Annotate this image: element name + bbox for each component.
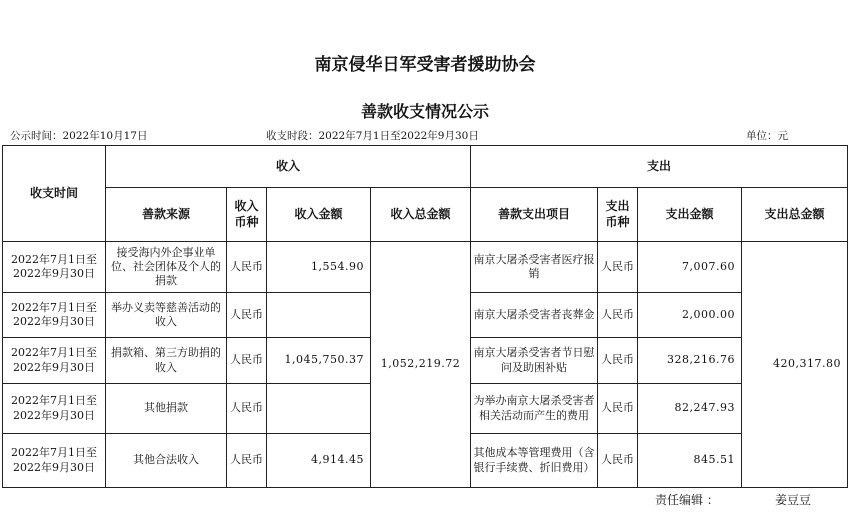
row-income-amount: 1,554.90 (267, 242, 371, 293)
table-row (3, 242, 848, 293)
row-expense-currency: 人民币 (598, 434, 638, 488)
row-income-amount: 1,045,750.37 (267, 338, 371, 384)
row-income-currency: 人民币 (227, 434, 267, 488)
reporting-period: 收支时段：2022年7月1日至2022年9月30日 (266, 130, 479, 142)
donation-report-table (2, 145, 848, 488)
income-total-value: 1,052,219.72 (371, 242, 471, 488)
editor-label: 责任编辑 ： (655, 493, 719, 507)
row-time: 2022年7月1日至2022年9月30日 (3, 338, 106, 384)
header-expense: 支出 (471, 146, 848, 188)
row-expense-item: 南京大屠杀受害者医疗报销 (471, 242, 598, 293)
row-income-currency: 人民币 (227, 384, 267, 434)
row-time: 2022年7月1日至2022年9月30日 (3, 242, 106, 293)
row-income-currency: 人民币 (227, 338, 267, 384)
organization-title: 南京侵华日军受害者援助协会 (314, 55, 536, 75)
document-title: 善款收支情况公示 (360, 102, 489, 121)
row-income-amount: 4,914.45 (267, 434, 371, 488)
row-expense-currency: 人民币 (598, 242, 638, 293)
row-expense-currency: 人民币 (598, 384, 638, 434)
row-income-currency: 人民币 (227, 242, 267, 293)
header-expense-amount: 支出金额 (638, 188, 742, 242)
row-expense-amount: 845.51 (638, 434, 742, 488)
row-expense-item: 南京大屠杀受害者丧葬金 (471, 293, 598, 338)
row-expense-amount: 82,247.93 (638, 384, 742, 434)
header-time: 收支时间 (3, 146, 106, 242)
row-expense-currency: 人民币 (598, 293, 638, 338)
row-income-amount (267, 384, 371, 434)
row-time: 2022年7月1日至2022年9月30日 (3, 384, 106, 434)
header-income-currency: 收入币种 (227, 188, 267, 242)
row-income-source: 举办义卖等慈善活动的收入 (106, 293, 227, 338)
row-expense-amount: 2,000.00 (638, 293, 742, 338)
editor-name: 姜豆豆 (775, 493, 812, 507)
row-time: 2022年7月1日至2022年9月30日 (3, 293, 106, 338)
row-expense-currency: 人民币 (598, 338, 638, 384)
row-expense-amount: 328,216.76 (638, 338, 742, 384)
row-income-source: 捐款箱、第三方助捐的收入 (106, 338, 227, 384)
row-income-source: 其他捐款 (106, 384, 227, 434)
row-expense-amount: 7,007.60 (638, 242, 742, 293)
row-expense-item: 为举办南京大屠杀受害者相关活动而产生的费用 (471, 384, 598, 434)
header-expense-total: 支出总金额 (742, 188, 848, 242)
row-income-amount (267, 293, 371, 338)
currency-unit: 单位：元 (746, 130, 788, 142)
row-income-source: 接受海内外企事业单位、社会团体及个人的捐款 (106, 242, 227, 293)
publish-date: 公示时间：2022年10月17日 (10, 130, 148, 142)
header-expense-item: 善款支出项目 (471, 188, 598, 242)
row-income-source: 其他合法收入 (106, 434, 227, 488)
expense-total-value: 420,317.80 (742, 242, 848, 488)
row-time: 2022年7月1日至2022年9月30日 (3, 434, 106, 488)
header-income: 收入 (106, 146, 471, 188)
row-income-currency: 人民币 (227, 293, 267, 338)
header-expense-currency: 支出币种 (598, 188, 638, 242)
row-expense-item: 南京大屠杀受害者节日慰问及助困补贴 (471, 338, 598, 384)
row-expense-item: 其他成本等管理费用（含银行手续费、折旧费用） (471, 434, 598, 488)
header-income-total: 收入总金额 (371, 188, 471, 242)
header-income-amount: 收入金额 (267, 188, 371, 242)
header-income-source: 善款来源 (106, 188, 227, 242)
